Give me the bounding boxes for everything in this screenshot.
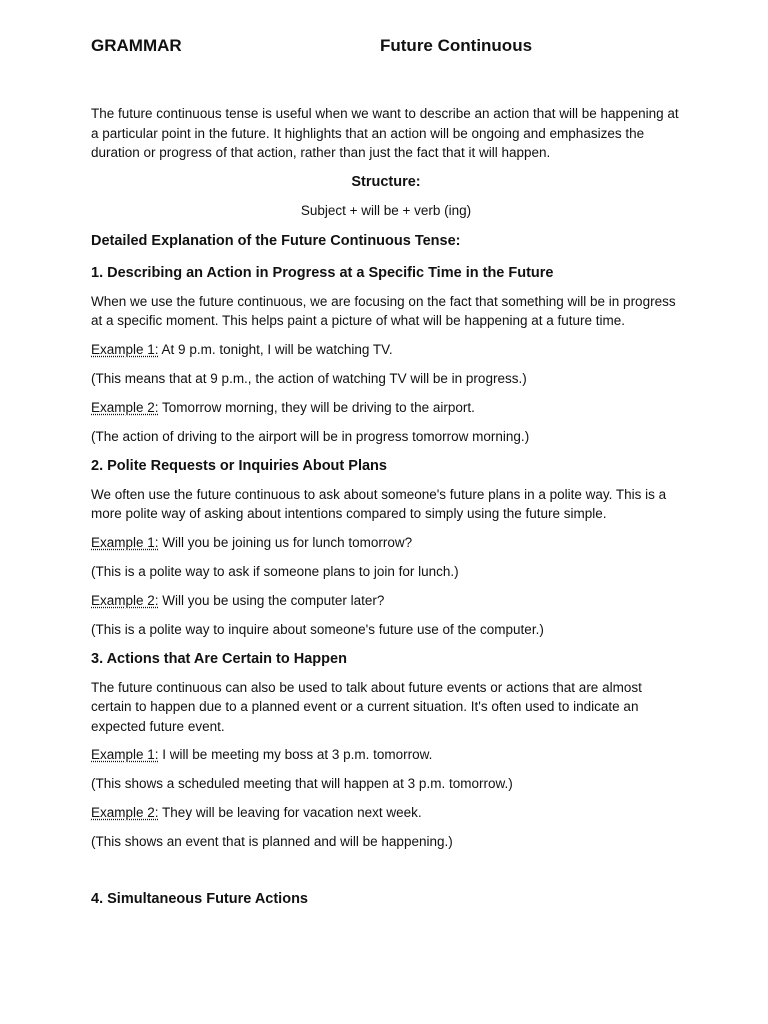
section-2-example-2 (91, 591, 681, 610)
header-topic: Future Continuous (380, 36, 533, 55)
example-text: At 9 p.m. tonight, I will be watching TV. (158, 341, 393, 357)
example-text: Tomorrow morning, they will be driving to the airport. (158, 399, 475, 415)
section-3-heading: 3. Actions that Are Certain to Happen (91, 650, 347, 667)
example-label: Example 1: (91, 534, 159, 550)
example-label: Example 2: (91, 805, 159, 820)
section-2-note-1: (This is a polite way to ask if someone plans to join for lunch.) (91, 563, 459, 579)
example-text: They will be leaving for vacation next week. (158, 805, 422, 820)
section-2-text: We often use the future continuous to ask about someone's future plans in a polite way. This is a more polite way of asking about intentions compared to simply using the future simple. (91, 486, 667, 521)
section-3-example-2 (91, 803, 681, 822)
section-1-note-2: (The action of driving to the airport will be in progress tomorrow morning.) (91, 428, 530, 444)
example-label: Example 2: (91, 592, 159, 608)
section-1-example-1 (91, 340, 681, 359)
section-2-heading: 2. Polite Requests or Inquiries About Plans (91, 457, 387, 474)
example-label: Example 2: (91, 399, 159, 415)
structure-formula: Subject + will be + verb (ing) (300, 202, 472, 218)
example-text: Will you be using the computer later? (158, 592, 385, 608)
section-3-example-1 (91, 745, 681, 764)
intro-paragraph: The future continuous tense is useful when we want to describe an action that will be happening at a particular point in the future. It highlights that an action will be ongoing and emphasizes the duration or progress of that action, rather than just the fact that it will happen. (91, 106, 679, 160)
example-text: I will be meeting my boss at 3 p.m. tomorrow. (158, 747, 433, 762)
detailed-heading: Detailed Explanation of the Future Continuous Tense: (91, 232, 461, 249)
header-subject: GRAMMAR (91, 36, 182, 55)
section-3-text: The future continuous can also be used to talk about future events or actions that are almost certain to happen due to a planned event or a current situation. It's often used to indicate an expected future event. (91, 679, 642, 734)
section-2-note-2: (This is a polite way to inquire about someone's future use of the computer.) (91, 621, 544, 637)
section-3-note-2: (This shows an event that is planned and will be happening.) (91, 834, 453, 849)
section-1-note-1: (This means that at 9 p.m., the action of watching TV will be in progress.) (91, 370, 527, 386)
example-label: Example 1: (91, 341, 159, 357)
section-1-text: When we use the future continuous, we are focusing on the fact that something will be in progress at a specific moment. This helps paint a picture of what will be happening at a future time. (91, 293, 676, 328)
section-1-heading: 1. Describing an Action in Progress at a Specific Time in the Future (91, 264, 554, 281)
document-body (91, 104, 681, 909)
example-text: Will you be joining us for lunch tomorrow? (158, 534, 413, 550)
section-1-example-2 (91, 398, 681, 417)
section-4-heading: 4. Simultaneous Future Actions (91, 891, 308, 907)
section-2-example-1 (91, 533, 681, 552)
structure-title: Structure: (351, 173, 421, 190)
example-label: Example 1: (91, 747, 159, 762)
section-3-note-1: (This shows a scheduled meeting that will happen at 3 p.m. tomorrow.) (91, 776, 513, 791)
